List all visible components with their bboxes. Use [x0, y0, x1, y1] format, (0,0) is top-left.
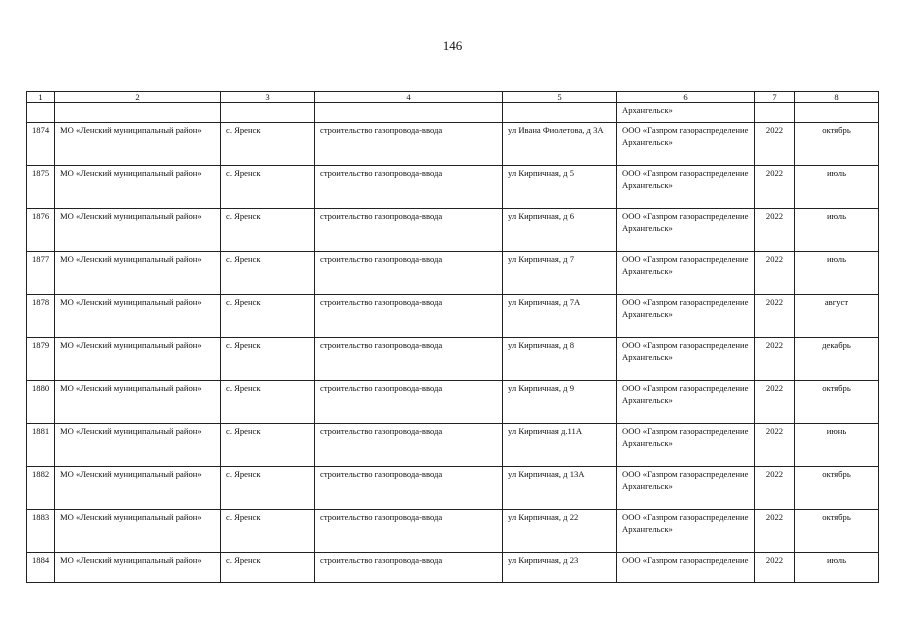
cell-address: ул Кирпичная, д 5 — [503, 166, 617, 209]
column-header: 6 — [617, 92, 755, 103]
cell-num: 1879 — [27, 338, 55, 381]
cell-settlement: с. Яренск — [221, 467, 315, 510]
cell-operator: ООО «Газпром газораспределение Архангельск» — [617, 252, 755, 295]
cell-operator: ООО «Газпром газораспределение Архангельск» — [617, 510, 755, 553]
column-header: 5 — [503, 92, 617, 103]
cell-num: 1883 — [27, 510, 55, 553]
cell-num: 1875 — [27, 166, 55, 209]
cell-operator: ООО «Газпром газораспределение Архангельск» — [617, 166, 755, 209]
cell-municipality: МО «Ленский муниципальный район» — [55, 209, 221, 252]
cell-num — [27, 103, 55, 123]
cell-month: июль — [795, 252, 879, 295]
cell-work: строительство газопровода-ввода — [315, 553, 503, 583]
cell-work: строительство газопровода-ввода — [315, 295, 503, 338]
cell-settlement: с. Яренск — [221, 295, 315, 338]
cell-address: ул Кирпичная, д 22 — [503, 510, 617, 553]
table-row — [27, 252, 879, 295]
cell-address: ул Ивана Фиолетова, д 3А — [503, 123, 617, 166]
cell-address: ул Кирпичная, д 7 — [503, 252, 617, 295]
table-row — [27, 166, 879, 209]
cell-month: июль — [795, 209, 879, 252]
cell-year: 2022 — [755, 123, 795, 166]
cell-address: ул Кирпичная, д 23 — [503, 553, 617, 583]
cell-operator: Архангельск» — [617, 103, 755, 123]
table-row — [27, 467, 879, 510]
cell-work: строительство газопровода-ввода — [315, 252, 503, 295]
cell-operator: ООО «Газпром газораспределение Архангельск» — [617, 338, 755, 381]
table-row — [27, 338, 879, 381]
column-header: 4 — [315, 92, 503, 103]
cell-year: 2022 — [755, 467, 795, 510]
cell-address: ул Кирпичная, д 7А — [503, 295, 617, 338]
cell-month — [795, 103, 879, 123]
cell-address: ул Кирпичная, д 9 — [503, 381, 617, 424]
cell-settlement: с. Яренск — [221, 510, 315, 553]
cell-num: 1877 — [27, 252, 55, 295]
cell-year: 2022 — [755, 209, 795, 252]
cell-operator: ООО «Газпром газораспределение Архангельск» — [617, 467, 755, 510]
cell-month: декабрь — [795, 338, 879, 381]
cell-num: 1884 — [27, 553, 55, 583]
cell-settlement: с. Яренск — [221, 338, 315, 381]
cell-address: ул Кирпичная, д 8 — [503, 338, 617, 381]
cell-operator: ООО «Газпром газораспределение Архангельск» — [617, 295, 755, 338]
cell-month: июль — [795, 166, 879, 209]
cell-year: 2022 — [755, 252, 795, 295]
cell-municipality — [55, 103, 221, 123]
cell-operator: ООО «Газпром газораспределение Архангельск» — [617, 209, 755, 252]
cell-address: ул Кирпичная, д 13А — [503, 467, 617, 510]
cell-work — [315, 103, 503, 123]
cell-work: строительство газопровода-ввода — [315, 338, 503, 381]
cell-work: строительство газопровода-ввода — [315, 424, 503, 467]
cell-num: 1881 — [27, 424, 55, 467]
cell-num: 1878 — [27, 295, 55, 338]
table-row — [27, 381, 879, 424]
cell-settlement: с. Яренск — [221, 553, 315, 583]
cell-municipality: МО «Ленский муниципальный район» — [55, 467, 221, 510]
cell-year — [755, 103, 795, 123]
cell-month: октябрь — [795, 123, 879, 166]
cell-operator: ООО «Газпром газораспределение Архангельск» — [617, 381, 755, 424]
page-number: 146 — [442, 38, 463, 53]
table-row — [27, 295, 879, 338]
cell-municipality: МО «Ленский муниципальный район» — [55, 381, 221, 424]
cell-municipality: МО «Ленский муниципальный район» — [55, 295, 221, 338]
cell-work: строительство газопровода-ввода — [315, 123, 503, 166]
cell-num: 1874 — [27, 123, 55, 166]
cell-settlement: с. Яренск — [221, 252, 315, 295]
cell-settlement: с. Яренск — [221, 123, 315, 166]
table-row — [27, 123, 879, 166]
cell-municipality: МО «Ленский муниципальный район» — [55, 553, 221, 583]
cell-municipality: МО «Ленский муниципальный район» — [55, 252, 221, 295]
continuation-row — [27, 103, 879, 123]
cell-year: 2022 — [755, 338, 795, 381]
cell-municipality: МО «Ленский муниципальный район» — [55, 338, 221, 381]
cell-work: строительство газопровода-ввода — [315, 381, 503, 424]
cell-month: октябрь — [795, 467, 879, 510]
cell-work: строительство газопровода-ввода — [315, 467, 503, 510]
cell-month: октябрь — [795, 381, 879, 424]
cell-num: 1880 — [27, 381, 55, 424]
table-row — [27, 209, 879, 252]
column-header: 8 — [795, 92, 879, 103]
cell-work: строительство газопровода-ввода — [315, 166, 503, 209]
cell-year: 2022 — [755, 381, 795, 424]
cell-municipality: МО «Ленский муниципальный район» — [55, 510, 221, 553]
column-header: 7 — [755, 92, 795, 103]
cell-address — [503, 103, 617, 123]
cell-settlement: с. Яренск — [221, 166, 315, 209]
cell-municipality: МО «Ленский муниципальный район» — [55, 123, 221, 166]
cell-month: октябрь — [795, 510, 879, 553]
cell-work: строительство газопровода-ввода — [315, 209, 503, 252]
cell-address: ул Кирпичная д.11А — [503, 424, 617, 467]
cell-operator: ООО «Газпром газораспределение Архангельск» — [617, 424, 755, 467]
cell-operator: ООО «Газпром газораспределение Архангельск» — [617, 123, 755, 166]
cell-settlement: с. Яренск — [221, 209, 315, 252]
cell-year: 2022 — [755, 510, 795, 553]
cell-month: август — [795, 295, 879, 338]
registry-table — [26, 91, 879, 583]
cell-year: 2022 — [755, 295, 795, 338]
table-row — [27, 424, 879, 467]
cell-year: 2022 — [755, 424, 795, 467]
table-row — [27, 510, 879, 553]
column-header: 2 — [55, 92, 221, 103]
cell-settlement: с. Яренск — [221, 381, 315, 424]
cell-work: строительство газопровода-ввода — [315, 510, 503, 553]
cell-address: ул Кирпичная, д 6 — [503, 209, 617, 252]
cell-municipality: МО «Ленский муниципальный район» — [55, 424, 221, 467]
cell-municipality: МО «Ленский муниципальный район» — [55, 166, 221, 209]
cell-year: 2022 — [755, 166, 795, 209]
cell-month: июль — [795, 553, 879, 583]
cell-year: 2022 — [755, 553, 795, 583]
column-header: 1 — [27, 92, 55, 103]
cell-operator: ООО «Газпром газораспределение — [617, 553, 755, 583]
table-row — [27, 553, 879, 583]
cell-settlement: с. Яренск — [221, 424, 315, 467]
cell-settlement — [221, 103, 315, 123]
column-header: 3 — [221, 92, 315, 103]
cell-num: 1876 — [27, 209, 55, 252]
cell-month: июнь — [795, 424, 879, 467]
cell-num: 1882 — [27, 467, 55, 510]
column-number-row — [27, 92, 879, 103]
